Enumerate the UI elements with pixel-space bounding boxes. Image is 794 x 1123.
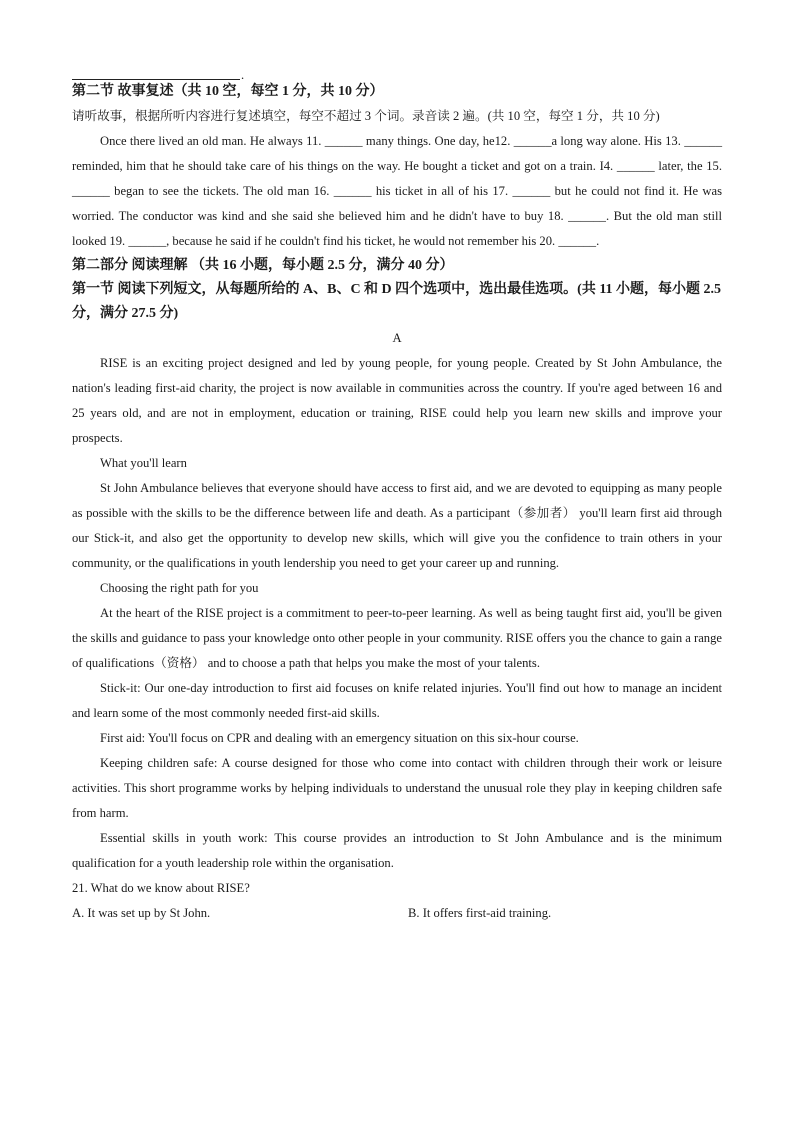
reading-section-title: 第一节 阅读下列短文，从每题所给的 A、B、C 和 D 四个选项中，选出最佳选项。(共 11 小题，每小题 2.5 分，满分 27.5 分) xyxy=(72,282,722,321)
passage-paragraph: St John Ambulance believes that everyone should have access to first aid, and we are devoted to equipping as many people as possible with the skills to be the difference between life and death. As a participant（参加者） you'll learn first aid through our Stick-it, and also get the opportunity to develop new skills, which will give you the confidence to train others in your community, or the qualifications in youth lendership you need to get your career up and running. xyxy=(72,481,722,570)
document-page xyxy=(72,64,722,926)
passage-paragraph: RISE is an exciting project designed and led by young people, for young people. Created by St John Ambulance, the nation's leading first-aid charity, the project is now available in communities across the country. If you're aged between 16 and 25 years old, and are not in employment, education or training, RISE could help you learn new skills and improve your prospects. xyxy=(72,356,722,445)
passage-paragraph: First aid: You'll focus on CPR and dealing with an emergency situation on this six-hour course. xyxy=(100,731,579,745)
option-a[interactable]: A. It was set up by St John. xyxy=(72,906,211,920)
answer-blank-line xyxy=(72,64,722,80)
passage-paragraph: Keeping children safe: A course designed for those who come into contact with children through their work or leisure activities. This short programme works by helping individuals to understand the unusual role they play in keeping children safe from harm. xyxy=(72,756,722,820)
passage-label: A xyxy=(392,331,402,345)
passage-paragraph: Stick-it: Our one-day introduction to first aid focuses on knife related injuries. You'll find out how to manage an incident and learn some of the most commonly needed first-aid skills. xyxy=(72,681,722,720)
question-stem: 21. What do we know about RISE? xyxy=(72,881,250,895)
passage-subheading: Choosing the right path for you xyxy=(100,581,259,595)
answer-options xyxy=(72,901,722,926)
part-title: 第二部分 阅读理解 （共 16 小题，每小题 2.5 分，满分 40 分） xyxy=(72,258,454,273)
passage-paragraph: At the heart of the RISE project is a commitment to peer-to-peer learning. As well as being taught first aid, you'll be given the skills and guidance to pass your knowledge onto other people in your community. RISE offers you the chance to gain a range of qualifications（资格） and to choose a path that helps you make the most of your talents. xyxy=(72,606,722,670)
passage-subheading: What you'll learn xyxy=(100,456,187,470)
section-title: 第二节 故事复述（共 10 空，每空 1 分，共 10 分） xyxy=(72,84,384,99)
passage-paragraph: Essential skills in youth work: This course provides an introduction to St John Ambulance and is the minimum qualification for a youth leadership role within the organisation. xyxy=(72,831,722,870)
blank-period: . xyxy=(241,68,245,82)
option-b[interactable]: B. It offers first-aid training. xyxy=(408,906,552,920)
section-instruction: 请听故事，根据所听内容进行复述填空，每空不超过 3 个词。录音读 2 遍。(共 10 空，每空 1 分，共 10 分) xyxy=(72,109,660,123)
story-paragraph: Once there lived an old man. He always 11. ______ many things. One day, he12. ______a long way alone. His 13. ______ reminded, him that he should take care of his things on the way. He bought a ticket and got on a train. I4. ______ later, the 15. ______ began to see the tickets. The old man 16. ______ his ticket in all of his 17. ______ but he could not find it. He was worried. The conductor was kind and she said she believed him and he didn't have to buy 18. ______. But the old man still looked 19. ______, because he said if he couldn't find his ticket, he would not remember his 20. ______. xyxy=(72,134,722,248)
